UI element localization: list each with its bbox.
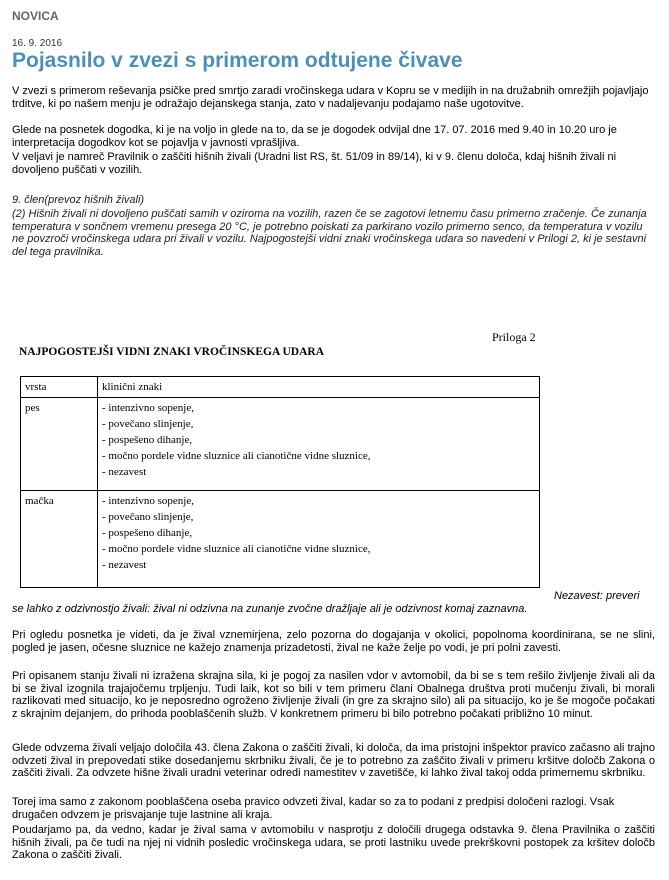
sign-item: - intenzivno sopenje,: [102, 495, 194, 507]
unconsciousness-note-start: Nezavest: preveri: [554, 590, 640, 602]
video-paragraph: Glede na posnetek dogodka, ki je na voljo in glede na to, da se je dogodek odvijal dne 17. 07. 2016 med 9.40 in 10.20 uro je interpretacija dogodkov kot se pojavlja v javnosti vprašljiva.: [12, 124, 617, 149]
article-title: Pojasnilo v zvezi s primerom odtujene čivave: [12, 49, 463, 72]
header-species: vrsta: [21, 377, 98, 398]
heatstroke-signs-table: [20, 376, 540, 588]
body-paragraph-2: Pri opisanem stanju živali ni izražena skrajna sila, ki je pogoj za nasilen vdor v avtomobil, da bi se s tem rešilo življenje živali ali da bi se žival izognila trajajočemu trpljenju. Tudi laik, kot so bili v tem primeru člani Obalnega društva proti mučenju živali, bi morali razlikovati med situacijo, ko je neposredno ogroženo življenje živali (in gre za skrajno silo) ali pa situacijo, ko je še mogoče počakati z skrajnim dejanjem, do prihoda pooblaščenih služb. V konkretnem primeru bi bilo potrebno počakati približno 10 minut.: [12, 670, 655, 720]
annex-title: NAJPOGOSTEJŠI VIDNI ZNAKI VROČINSKEGA UDARA: [19, 346, 325, 358]
sign-item: - pospešeno dihanje,: [102, 527, 193, 539]
sign-item: - intenzivno sopenje,: [102, 402, 194, 414]
sign-item: - nezavest: [102, 466, 147, 478]
sign-item: - močno pordele vidne sluznice ali cianotične vidne sluznice,: [102, 450, 371, 462]
body-paragraph-1: Pri ogledu posnetka je videti, da je žival vznemirjena, zelo pozorna do dogajanja v okolici, popolnoma koordinirana, se ne slini, pogled je jasen, očesne sluznice ne kažejo znamenja prizadetosti, žival ne kaže želje po vodi, je pri polni zavesti.: [12, 629, 655, 654]
body-paragraph-5: Poudarjamo pa, da vedno, kadar je žival sama v avtomobilu v nasprotju z določili drugega odstavka 9. člena Pravilnika o zaščiti hišnih živali, pa če tudi na njej ni vidnih posledic vročinskega udara, se proti lastniku uvede prekrškovni postopek za kršitev določb Zakona o zaščiti živali.: [12, 824, 655, 861]
sign-item: - nezavest: [102, 559, 147, 571]
annex-label: Priloga 2: [492, 330, 536, 344]
sign-item: - povečano slinjenje,: [102, 511, 194, 523]
signs-cell: [98, 398, 540, 491]
table-row: [21, 491, 540, 588]
regulation-paragraph: V veljavi je namreč Pravilnik o zaščiti hišnih živali (Uradni list RS, št. 51/09 in 89/14), ki v 9. členu določa, kdaj hišnih živali ni dovoljeno puščati v vozilih.: [12, 151, 617, 176]
header-signs: klinični znaki: [98, 377, 540, 398]
table-row: [21, 398, 540, 491]
species-cell: pes: [21, 398, 98, 491]
article-9-title: 9. člen(prevoz hišnih živali): [12, 194, 145, 206]
table-header-row: [21, 377, 540, 398]
body-paragraph-3: Glede odvzema živali veljajo določila 43. člena Zakona o zaščiti živali, ki določa, da ima pristojni inšpektor pravico začasno ali trajno odvzeti žival in prepovedati stike dosedanjemu skrbniku živali, če je to potrebno za zaščito živali v primeru kršitve določb Zakona o zaščiti živali. Za odvzete hišne živali uradni veterinar odredi namestitev v zavetišče, ki lahko žival takoj odda primernemu skrbniku.: [12, 742, 655, 779]
intro-paragraph: V zvezi s primerom reševanja psičke pred smrtjo zaradi vročinskega udara v Kopru se v medijih in na družabnih omrežjih pojavljajo trditve, ki po našem menju je odražajo dejanskega stanja, zato v nadaljevanju podajamo naše ugotovitve.: [12, 85, 649, 110]
signs-cell: [98, 491, 540, 588]
body-paragraph-4: Torej ima samo z zakonom pooblaščena oseba pravico odvzeti žival, kadar so za to podani z predpisi določeni razlogi. Vsak drugačen odvzem je prisvajanje tuje lastnine ali kraja.: [12, 796, 615, 821]
sign-item: - pospešeno dihanje,: [102, 434, 193, 446]
article-9-text: (2) Hišnih živali ni dovoljeno puščati samih v oziroma na vozilih, razen če se zagotovi letnemu času primerno zračenje. Če zunanja temperatura v sončnem vremenu presega 20 °C, je potrebno poiskati za parkirano vozilo primerno senco, da temperatura v vozilu ne povzroči vročinskega udara pri živali v vozilu. Najpogostejši vidni znaki vročinskega udara so navedeni v Prilogi 2, ki je sestavni del tega pravilnika.: [12, 208, 647, 258]
annex-2-image: [12, 318, 552, 598]
sign-item: - povečano slinjenje,: [102, 418, 194, 430]
article-date: 16. 9. 2016: [12, 38, 63, 49]
species-cell: mačka: [21, 491, 98, 588]
sign-item: - močno pordele vidne sluznice ali cianotične vidne sluznice,: [102, 543, 371, 555]
unconsciousness-note-end: se lahko z odzivnostjo živali: žival ni odzivna na zunanje zvočne dražljaje ali je odzivnost komaj zaznavna.: [12, 603, 528, 615]
section-label: NOVICA: [12, 9, 59, 23]
